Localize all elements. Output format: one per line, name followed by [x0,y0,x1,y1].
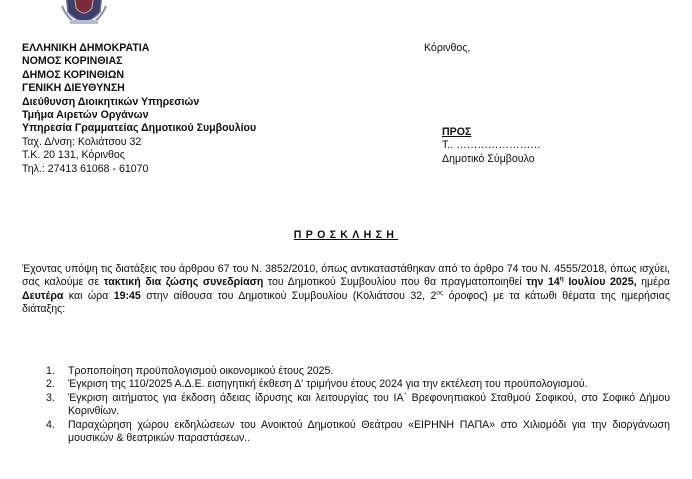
agenda-item-number: 4. [46,418,55,431]
intro-text-2: του Δημοτικού Συμβουλίου που θα πραγματοποιηθεί [263,276,527,289]
intro-date-day [526,276,563,288]
header-line-address: Ταχ. Δ/νση: Κολιάτσου 32 [22,135,142,148]
header-line-service: Υπηρεσία Γραμματείας Δημοτικού Συμβουλίου [22,122,257,135]
agenda-item-number: 2. [46,378,55,391]
intro-text-4: και ώρα [63,289,114,302]
intro-date-day-suffix: η [559,275,564,283]
header-line-postcode: Τ.Κ. 20 131, Κόρινθος [22,149,125,162]
sender-block [22,42,256,176]
agenda-item [22,419,670,446]
agenda-item-number: 3. [46,391,55,404]
header-line-municipality: ΔΗΜΟΣ ΚΟΡΙΝΘΙΩΝ [22,68,125,81]
agenda-item [22,392,670,419]
intro-weekday: Δευτέρα [22,289,64,302]
intro-text-5: στην αίθουσα του Δημοτικού Συμβουλίου (Κολιάτσου 32, 2 [140,289,437,302]
intro-floor-suffix: ος [436,289,444,297]
coat-of-arms-logo [60,0,108,28]
agenda-item-number: 1. [46,365,55,377]
agenda-item [22,378,670,391]
header-line-country: ΕΛΛΗΝΙΚΗ ΔΗΜΟΚΡΑΤΙΑ [22,42,150,54]
header-line-division: Διεύθυνση Διοικητικών Υπηρεσιών [22,95,200,108]
agenda-item-text: Τροποποίηση προϋπολογισμού οικονομικού έτους 2025. [68,365,334,377]
header-line-department: Τμήμα Αιρετών Οργάνων [22,109,149,122]
header-line-phone: Τηλ.: 27413 61068 - 61070 [22,162,149,175]
city-date: Κόρινθος, [424,42,471,54]
recipient-label: ΠΡΟΣ [442,126,472,138]
agenda-list [22,365,670,445]
recipient-block [442,126,541,166]
intro-text-6: όροφος) με τα κάτωθι θέματα της ημερήσιας διάταξης: [22,289,670,316]
intro-date-day-number: την 14 [526,276,560,289]
intro-text-3: ημέρα [636,276,670,289]
agenda-item-text: Έγκριση της 110/2025 Α.Δ.Ε. εισηγητική έκθεση Δ' τριμήνου έτους 2024 για την εκτέλεση του προϋπολογισμού. [68,378,588,391]
header-line-prefecture: ΝΟΜΟΣ ΚΟΡΙΝΘΙΑΣ [22,55,123,68]
intro-time: 19:45 [113,289,141,302]
agenda-item-text: Παραχώρηση χώρου εκδηλώσεων του Ανοικτού Δημοτικού Θεάτρου «ΕΙΡΗΝΗ ΠΑΠΑ» στο Χιλιομόδι για την διοργάνωση μουσικών & θεατρικών παραστάσεων.. [68,418,670,445]
agenda-item-text: Έγκριση αιτήματος για έκδοση άδειας ίδρυσης και λειτουργίας του ΙΑ΄ Βρεφονηπιακού Σταθμού Σοφικού, στο Σοφικό Δήμου Κορινθίων. [68,391,670,418]
header-line-directorate: ΓΕΝΙΚΗ ΔΙΕΥΘΥΝΣΗ [22,82,125,95]
document-title: ΠΡΟΣΚΛΗΣΗ [293,229,399,241]
intro-paragraph [22,263,670,317]
recipient-name-line: Τ.. …………………… [442,139,541,152]
intro-meeting-type: τακτική δια ζώσης συνεδρίαση [103,276,264,289]
agenda-item [22,365,670,378]
intro-text-1: Έχοντας υπόψη τις διατάξεις του άρθρου 67 του Ν. 3852/2010, όπως αντικαταστάθηκαν από το άρθρο 74 του Ν. 4555/2018, όπως ισχύει, σας καλούμε σε [22,263,670,289]
recipient-role: Δημοτικό Σύμβουλο [442,152,535,165]
intro-date-month: Ιουλίου 2025, [563,276,637,289]
